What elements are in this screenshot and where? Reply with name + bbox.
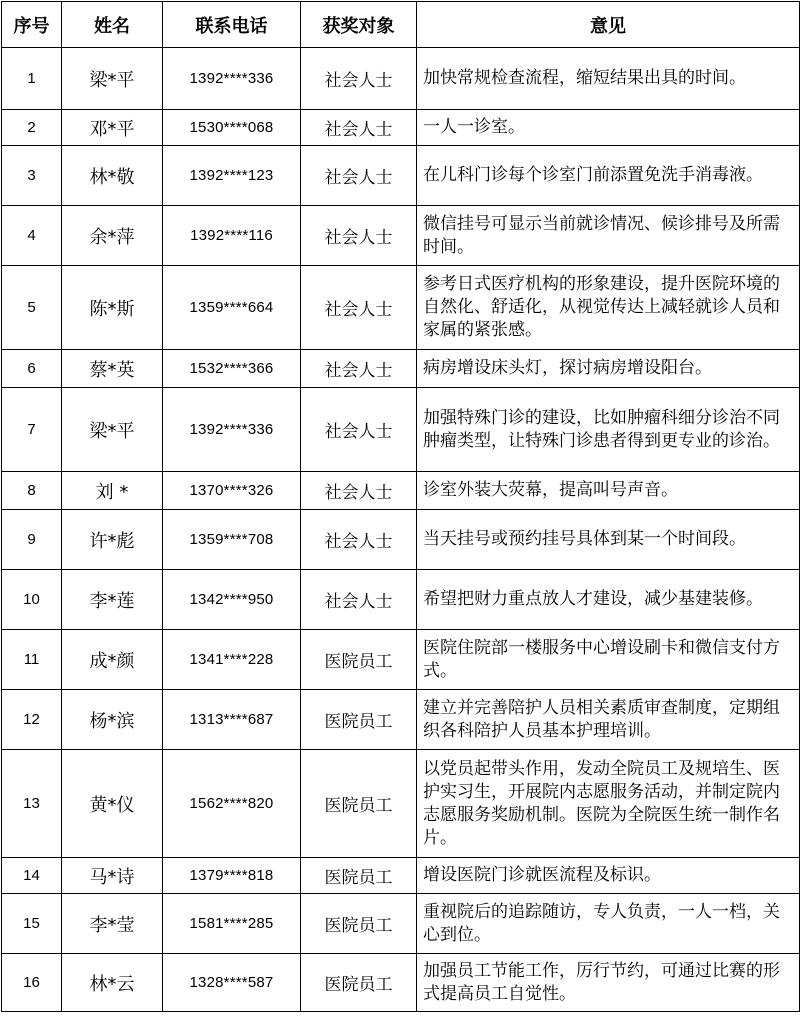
row-opinion: 诊室外装大荧幕，提高叫号声音。	[417, 472, 800, 510]
row-award-type: 社会人士	[301, 48, 417, 110]
row-award-type: 医院员工	[301, 750, 417, 858]
table-row	[2, 750, 800, 858]
table-row	[2, 110, 800, 146]
row-opinion: 一人一诊室。	[417, 110, 800, 146]
row-award-type: 医院员工	[301, 894, 417, 954]
table-row	[2, 350, 800, 388]
row-phone: 1313****687	[163, 690, 301, 750]
row-name: 成*颜	[62, 630, 163, 690]
row-opinion: 当天挂号或预约挂号具体到某一个时间段。	[417, 510, 800, 570]
row-number: 2	[2, 110, 62, 146]
row-opinion: 在儿科门诊每个诊室门前添置免洗手消毒液。	[417, 146, 800, 206]
row-award-type: 医院员工	[301, 954, 417, 1012]
row-award-type: 社会人士	[301, 146, 417, 206]
row-name: 林*敬	[62, 146, 163, 206]
header-no: 序号	[2, 2, 62, 48]
row-opinion: 以党员起带头作用，发动全院员工及规培生、医护实习生，开展院内志愿服务活动，并制定院内志愿服务奖励机制。医院为全院医生统一制作名片。	[417, 750, 800, 858]
row-opinion: 病房增设床头灯，探讨病房增设阳台。	[417, 350, 800, 388]
row-number: 1	[2, 48, 62, 110]
row-phone: 1379****818	[163, 858, 301, 894]
row-phone: 1392****336	[163, 48, 301, 110]
row-number: 5	[2, 266, 62, 350]
row-award-type: 社会人士	[301, 388, 417, 472]
row-number: 4	[2, 206, 62, 266]
row-phone: 1370****326	[163, 472, 301, 510]
table-row	[2, 388, 800, 472]
row-award-type: 社会人士	[301, 110, 417, 146]
row-number: 8	[2, 472, 62, 510]
row-number: 7	[2, 388, 62, 472]
table-row	[2, 48, 800, 110]
row-opinion: 参考日式医疗机构的形象建设，提升医院环境的自然化、舒适化，从视觉传达上减轻就诊人员和家属的紧张感。	[417, 266, 800, 350]
row-number: 11	[2, 630, 62, 690]
row-opinion: 建立并完善陪护人员相关素质审查制度，定期组织各科陪护人员基本护理培训。	[417, 690, 800, 750]
row-opinion: 增设医院门诊就医流程及标识。	[417, 858, 800, 894]
row-phone: 1581****285	[163, 894, 301, 954]
table-row	[2, 146, 800, 206]
table-body	[2, 48, 800, 1012]
table-row	[2, 690, 800, 750]
row-phone: 1392****336	[163, 388, 301, 472]
row-name: 陈*斯	[62, 266, 163, 350]
row-number: 6	[2, 350, 62, 388]
row-number: 15	[2, 894, 62, 954]
row-number: 16	[2, 954, 62, 1012]
row-phone: 1562****820	[163, 750, 301, 858]
row-opinion: 加快常规检查流程，缩短结果出具的时间。	[417, 48, 800, 110]
row-opinion: 希望把财力重点放人才建设，减少基建装修。	[417, 570, 800, 630]
table-row	[2, 894, 800, 954]
table-row	[2, 266, 800, 350]
header-phone: 联系电话	[163, 2, 301, 48]
row-award-type: 社会人士	[301, 206, 417, 266]
row-name: 许*彪	[62, 510, 163, 570]
table-row	[2, 954, 800, 1012]
row-award-type: 医院员工	[301, 858, 417, 894]
table-row	[2, 858, 800, 894]
header-award: 获奖对象	[301, 2, 417, 48]
row-phone: 1359****708	[163, 510, 301, 570]
header-name: 姓名	[62, 2, 163, 48]
table-row	[2, 472, 800, 510]
row-name: 李*莲	[62, 570, 163, 630]
row-award-type: 社会人士	[301, 350, 417, 388]
row-name: 杨*滨	[62, 690, 163, 750]
row-name: 刘 *	[62, 472, 163, 510]
row-opinion: 加强员工节能工作，厉行节约，可通过比赛的形式提高员工自觉性。	[417, 954, 800, 1012]
row-opinion: 医院住院部一楼服务中心增设刷卡和微信支付方式。	[417, 630, 800, 690]
suggestions-table	[1, 1, 800, 1012]
row-award-type: 医院员工	[301, 630, 417, 690]
row-name: 邓*平	[62, 110, 163, 146]
row-award-type: 社会人士	[301, 570, 417, 630]
row-phone: 1341****228	[163, 630, 301, 690]
row-opinion: 加强特殊门诊的建设，比如肿瘤科细分诊治不同肿瘤类型，让特殊门诊患者得到更专业的诊治。	[417, 388, 800, 472]
row-name: 蔡*英	[62, 350, 163, 388]
table-row	[2, 570, 800, 630]
table-row	[2, 206, 800, 266]
row-phone: 1359****664	[163, 266, 301, 350]
table-row	[2, 510, 800, 570]
row-phone: 1532****366	[163, 350, 301, 388]
row-phone: 1392****116	[163, 206, 301, 266]
row-number: 3	[2, 146, 62, 206]
row-name: 梁*平	[62, 388, 163, 472]
row-award-type: 社会人士	[301, 510, 417, 570]
row-number: 9	[2, 510, 62, 570]
row-opinion: 重视院后的追踪随访，专人负责，一人一档，关心到位。	[417, 894, 800, 954]
row-number: 10	[2, 570, 62, 630]
table-row	[2, 630, 800, 690]
row-name: 林*云	[62, 954, 163, 1012]
row-opinion: 微信挂号可显示当前就诊情况、候诊排号及所需时间。	[417, 206, 800, 266]
row-phone: 1530****068	[163, 110, 301, 146]
row-number: 12	[2, 690, 62, 750]
row-name: 李*莹	[62, 894, 163, 954]
row-phone: 1328****587	[163, 954, 301, 1012]
row-name: 马*诗	[62, 858, 163, 894]
row-award-type: 医院员工	[301, 690, 417, 750]
row-phone: 1342****950	[163, 570, 301, 630]
row-award-type: 社会人士	[301, 472, 417, 510]
row-name: 余*萍	[62, 206, 163, 266]
row-number: 13	[2, 750, 62, 858]
row-number: 14	[2, 858, 62, 894]
row-name: 黄*仪	[62, 750, 163, 858]
row-award-type: 社会人士	[301, 266, 417, 350]
row-name: 梁*平	[62, 48, 163, 110]
row-phone: 1392****123	[163, 146, 301, 206]
header-row	[2, 2, 800, 48]
header-opinion: 意见	[417, 2, 800, 48]
